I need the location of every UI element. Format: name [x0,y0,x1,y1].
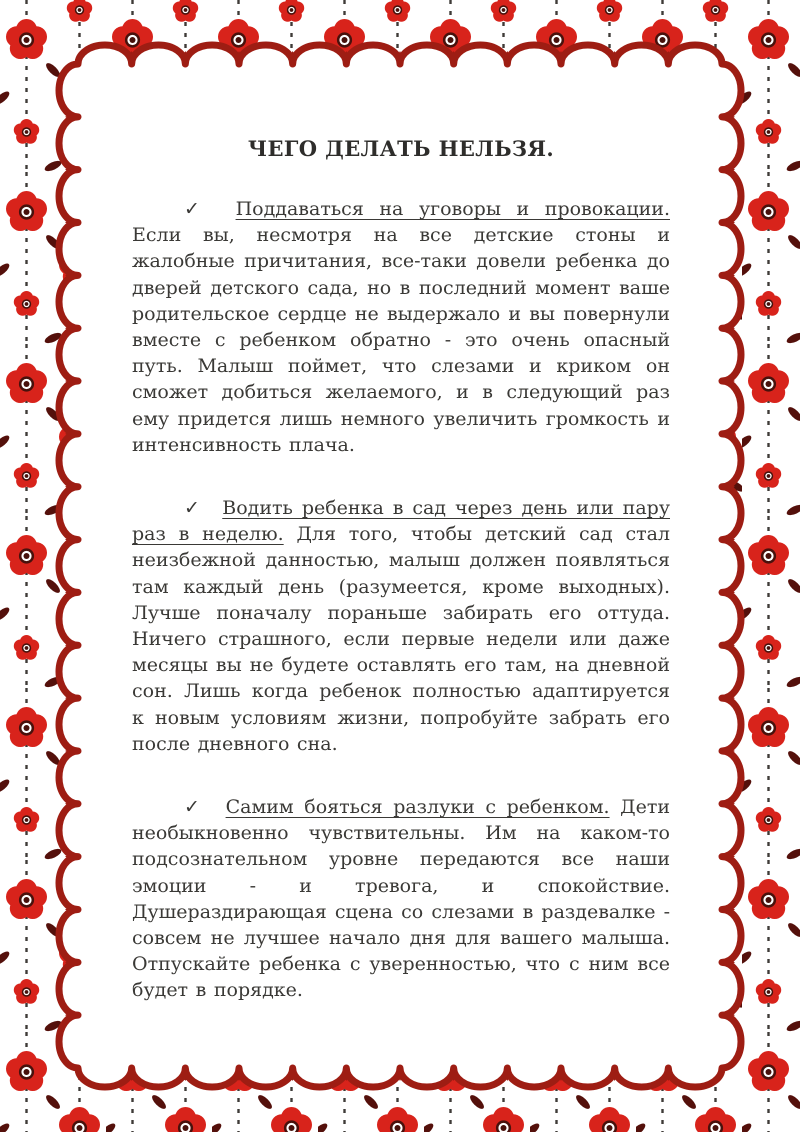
paragraph-body: Дети необыкновенно чувствительны. Им на каком-то подсознательном уровне передаются все наши эмоции - и тревога, и спокойствие. Душераздирающая сцена со слезами в раздевалке - совсем не лучшее начало дня для вашего малыша. Отпускайте ребенка с уверенностью, что с ним все будет в порядке. [132,796,671,1002]
check-icon: ✓ [184,198,208,220]
page-title: ЧЕГО ДЕЛАТЬ НЕЛЬЗЯ. [247,136,555,161]
check-icon: ✓ [184,796,203,819]
paragraph-heading: Самим бояться разлуки с ребенком. [225,796,610,819]
paragraph-body: Для того, чтобы детский сад стал неизбежной данностью, малыш должен появляться там каждый день (разумеется, кроме выходных). Лучше поначалу пораньше забирать его оттуда. Ничего страшного, если первые недели или даже месяцы вы не будете оставлять его там, на дневной сон. Лишь когда ребенок полностью адаптируется к новым условиям жизни, попробуйте забрать его после дневного сна. [132,523,670,755]
paragraph-heading: Водить ребенка в сад через день или пару раз в неделю. [132,497,670,546]
check-icon: ✓ [184,497,202,520]
paragraph [132,495,670,757]
paragraph-heading: Поддаваться на уговоры и провокации. [235,198,670,220]
paragraph-body: Если вы, несмотря на все детские стоны и жалобные причитания, все-таки довели ребенка до дверей детского сада, но в последний момент ваше родительское сердце не выдержало и вы повернули вместе с ребенком обратно - это очень опасный путь. Малыш поймет, что слезами и криком он сможет добиться желаемого, и в следующий раз ему придется лишь немного увеличить громкость и интенсивность плача. [132,224,670,456]
paragraph [132,794,670,1004]
document-content [132,136,670,1041]
paragraph [132,196,670,458]
